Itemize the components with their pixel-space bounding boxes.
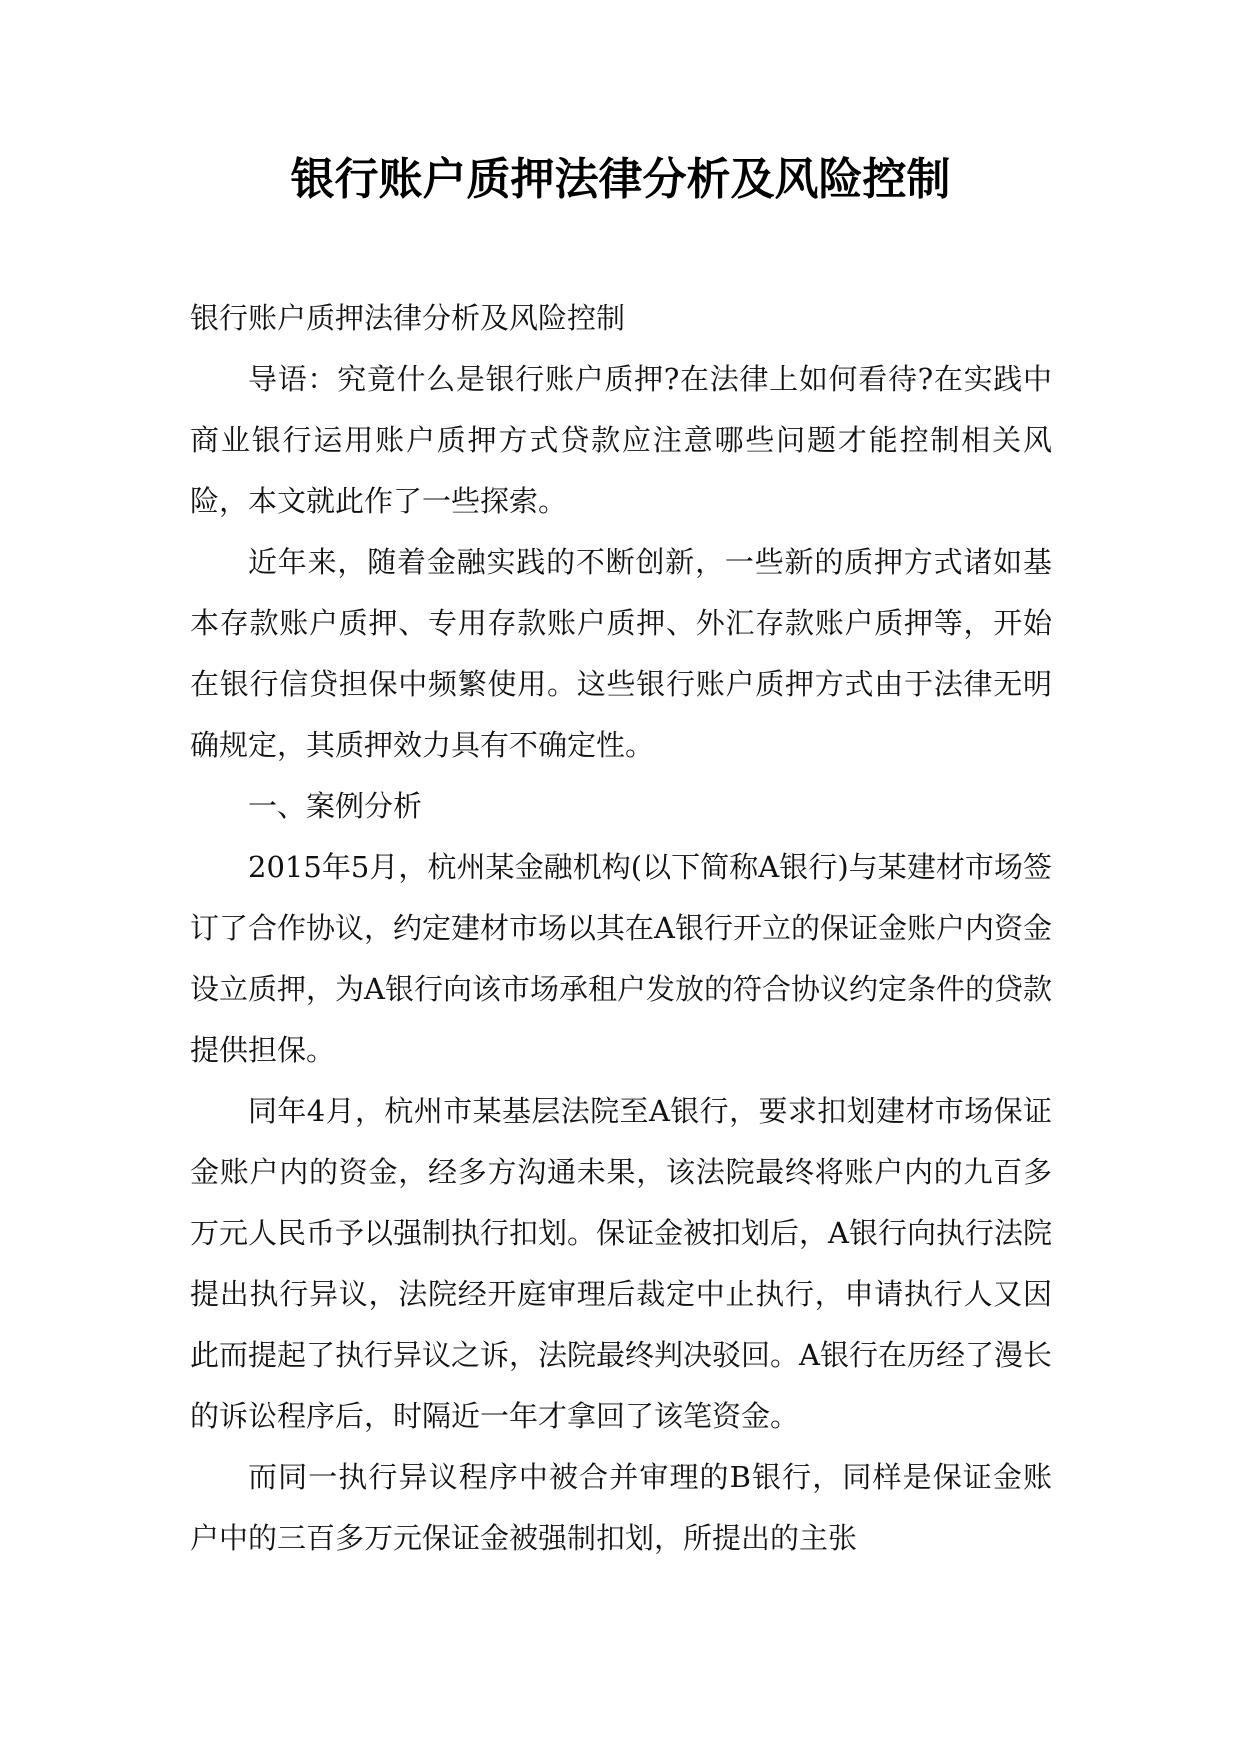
paragraph-intro: 导语：究竟什么是银行账户质押?在法律上如何看待?在实践中商业银行运用账户质押方式贷款应注意哪些问题才能控制相关风险，本文就此作了一些探索。 xyxy=(190,362,1052,518)
paragraph-case-one: 2015年5月，杭州某金融机构(以下简称A银行)与某建材市场签订了合作协议，约定建材市场以其在A银行开立的保证金账户内资金设立质押，为A银行向该市场承租户发放的符合协议约定条件的贷款提供担保。 xyxy=(190,850,1052,1067)
paragraph-subtitle: 银行账户质押法律分析及风险控制 xyxy=(190,301,626,335)
paragraph-background: 近年来，随着金融实践的不断创新，一些新的质押方式诸如基本存款账户质押、专用存款账户质押、外汇存款账户质押等，开始在银行信贷担保中频繁使用。这些银行账户质押方式由于法律无明确规定，其质押效力具有不确定性。 xyxy=(190,545,1052,762)
document-body xyxy=(190,288,1052,1569)
document-title: 银行账户质押法律分析及风险控制 xyxy=(290,154,951,205)
paragraph-case-two: 同年4月，杭州市某基层法院至A银行，要求扣划建材市场保证金账户内的资金，经多方沟通未果，该法院最终将账户内的九百多万元人民币予以强制执行扣划。保证金被扣划后，A银行向执行法院提出执行异议，法院经开庭审理后裁定中止执行，申请执行人又因此而提起了执行异议之诉，法院最终判决驳回。A银行在历经了漫长的诉讼程序后，时隔近一年才拿回了该笔资金。 xyxy=(190,1094,1052,1433)
section-heading-case-analysis: 一、案例分析 xyxy=(248,789,423,823)
paragraph-case-three: 而同一执行异议程序中被合并审理的B银行，同样是保证金账户中的三百多万元保证金被强制扣划，所提出的主张 xyxy=(190,1460,1052,1555)
